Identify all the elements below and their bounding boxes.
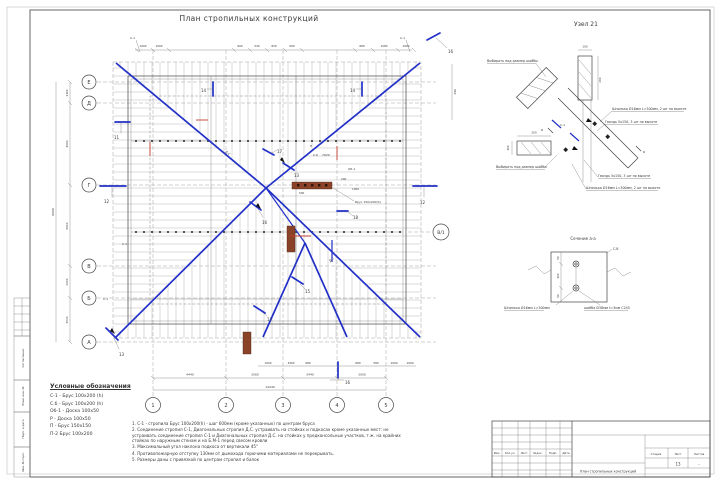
callout-text: Гвоздь 5х150, 3 шт по высоте	[605, 120, 658, 124]
sheets-count: -	[698, 461, 700, 467]
titleblock-col: №док.	[533, 451, 543, 455]
dim-label: 100	[556, 273, 560, 279]
node-marker-label: 18	[353, 215, 359, 220]
node21-detail	[487, 21, 686, 190]
node-marker-label: 17	[267, 317, 273, 322]
section-title: Сечение а-а	[570, 236, 596, 241]
axis-label: В	[87, 264, 91, 271]
member-label: С-1	[103, 297, 109, 301]
member-label: Д.С	[328, 256, 335, 263]
member-label: С-1	[130, 36, 136, 40]
cut-label: а	[541, 128, 544, 132]
dim-label: 680	[355, 361, 361, 365]
node-marker-label: 16	[345, 380, 351, 385]
legend-item: С.б - Брус 100х200 (h)	[50, 401, 104, 407]
dim-label: 200	[598, 77, 602, 83]
callout-text: Выбирать под размер шайбы	[496, 165, 547, 169]
member-label: Брус 150х200(h)	[355, 200, 381, 204]
axis-label: 1	[151, 403, 155, 410]
dim-label: 200	[531, 130, 537, 135]
dim-label: 680	[359, 44, 365, 48]
node-marker-label: 11	[114, 135, 120, 140]
dim-label: 7020	[322, 153, 330, 157]
node-marker-label: 17	[277, 149, 283, 154]
axis-label: А	[87, 340, 91, 347]
stage-label: Стадия	[650, 452, 662, 456]
node-marker-label: 15	[305, 289, 311, 294]
callout-text: шайба Ø38мм t=3мм С245	[584, 306, 630, 310]
plan-axes	[82, 50, 449, 413]
legend-item: Р - Доска 100х50	[50, 416, 91, 422]
callout-text: Шпилька Ø16мм L=300мм, 2 шт по высоте	[586, 186, 661, 190]
member-label: С.б	[313, 153, 318, 157]
title-block	[492, 421, 710, 477]
dim-label: 1000	[155, 44, 163, 48]
node-marker-label: 14	[350, 88, 356, 93]
dim-label: 540	[254, 44, 260, 48]
page-title: План стропильных конструкций	[179, 14, 319, 23]
dim-label: 1000	[402, 44, 410, 48]
titleblock-col: Изм.	[493, 451, 501, 455]
dim-label: 1000	[352, 187, 360, 191]
dim-label: 4440	[186, 372, 194, 377]
dim-label: 1000	[264, 361, 272, 365]
axis-label: 3	[281, 403, 285, 410]
member-label: П	[310, 144, 313, 148]
doc-name: План стропильных конструкций	[579, 469, 637, 474]
note-item: 2. Соединение стропил С-1, Диагональных стропил Д.С. устраивать на стойках и подкосах кроме указанных мест: не устраивать соединение стропил С-1 и Диагональных стропил Д.С. на стойках у предконсольных участков, т.ж. на крайних стойках по наружным стенам и на Б.М-1 перед свесом кровли	[132, 427, 401, 443]
dim-label: 1100	[65, 89, 69, 97]
dim-label: 1580	[380, 44, 388, 48]
member-label: С-1	[122, 242, 128, 246]
side-margin	[14, 298, 30, 477]
note-item: 1. С-1 - стропила Брус 100х200(h) - шаг 600мм (кроме указанных) по центрам бруса	[132, 421, 315, 426]
node-marker-label: 14	[201, 88, 207, 93]
dim-label: 50	[556, 294, 560, 298]
node-marker-label: 16	[262, 220, 268, 225]
callout-text: Выбирать под размер шайбы	[487, 59, 538, 63]
axis-label: Г	[87, 183, 91, 190]
axis-label: 5	[384, 403, 388, 410]
callout-text: Шпилька Ø16мм L=300мм	[504, 306, 550, 310]
sheet-label: Лист	[674, 452, 682, 456]
dim-label: 680	[305, 361, 311, 365]
titleblock-col: Кол.уч.	[504, 451, 516, 455]
dim-label: 3400	[287, 361, 295, 365]
member-label: Об-1	[348, 167, 356, 171]
axis-label: Б	[87, 296, 91, 303]
dim-label: 2000	[65, 278, 69, 286]
callout-text: Гвоздь 5х150, 3 шт по высоте	[598, 174, 651, 178]
legend-item: Об-1 - Доска 100х50	[50, 409, 99, 415]
node-marker-label: 12	[104, 199, 110, 204]
dim-label: 5010	[65, 222, 69, 230]
detail-title: Узел 21	[574, 21, 598, 28]
dim-label: 344	[453, 89, 457, 95]
dim-label: 1000	[406, 361, 414, 365]
member-label: Д.С	[224, 149, 232, 157]
dim-label: 3000	[358, 372, 366, 377]
margin-label: Подп. и дата	[21, 419, 25, 439]
dim-label: 3520	[65, 316, 69, 324]
note-item: 5. Размеры даны с привязкой по центрам стропил и балок	[132, 456, 260, 462]
sheet-number: 13	[675, 461, 681, 467]
dim-label: 580	[373, 361, 379, 365]
callout-text: Шпилька Ø16мм L=300мм, 2 шт по высоте	[612, 107, 687, 111]
dim-label: 9600	[51, 208, 55, 216]
dim-label: 830	[271, 44, 277, 48]
dim-label: 100	[506, 145, 510, 151]
dim-label: 500	[299, 191, 305, 195]
node-marker-label: 13	[294, 173, 300, 178]
node-marker-label: 12	[420, 200, 426, 205]
legend-title: Условные обозначения	[50, 383, 131, 390]
margin-label: Взам. инв. №	[21, 386, 25, 406]
cut-label: а	[643, 150, 646, 154]
dim-label: 1000	[390, 361, 398, 365]
dim-label: 3440	[306, 372, 314, 377]
dim-label: 3560	[251, 372, 259, 377]
node-marker-label: 13	[119, 352, 125, 357]
dim-label: 600	[289, 44, 295, 48]
dim-label: 14440	[265, 385, 275, 389]
axis-label: В/1	[437, 231, 445, 236]
dim-label: 600	[237, 44, 243, 48]
note-item: 3. Максимальный угол наклона подкоса от вертикали 45°	[132, 444, 259, 450]
member-label: С-1	[560, 123, 566, 127]
dim-label: 50	[556, 256, 560, 260]
legend-item: С-1 - Брус 100х200 (h)	[50, 394, 104, 399]
legend-item: П-2 Брус 100х200	[50, 431, 93, 437]
note-item: 4. Противопожарную отступку 130мм от дымохода горючими материалами не перекрывать.	[132, 450, 335, 456]
notes-list	[132, 421, 404, 463]
legend-item: П - Брус 150х150	[50, 424, 92, 430]
plan-body	[113, 62, 421, 354]
dim-label: 200	[341, 177, 347, 181]
titleblock-col: Подп.	[548, 451, 558, 455]
node21-section	[504, 236, 631, 310]
dim-label: 1000	[139, 44, 147, 48]
dim-label: 4500	[65, 140, 69, 148]
member-label: С-1	[400, 36, 406, 40]
axis-label: Д	[87, 101, 91, 108]
axis-label: 2	[224, 403, 228, 410]
node-marker-label: 16	[448, 49, 454, 54]
axis-label: 4	[335, 403, 339, 410]
dim-label: 100	[582, 44, 588, 49]
titleblock-col: Лист	[520, 451, 528, 455]
axis-label: Е	[87, 80, 91, 87]
member-label: С.б	[613, 247, 619, 251]
sheets-label: Листов	[693, 452, 705, 456]
margin-label: Инв. № подл.	[21, 452, 25, 472]
titleblock-col: Дата	[562, 451, 570, 455]
margin-label: Согласовано	[21, 348, 25, 368]
